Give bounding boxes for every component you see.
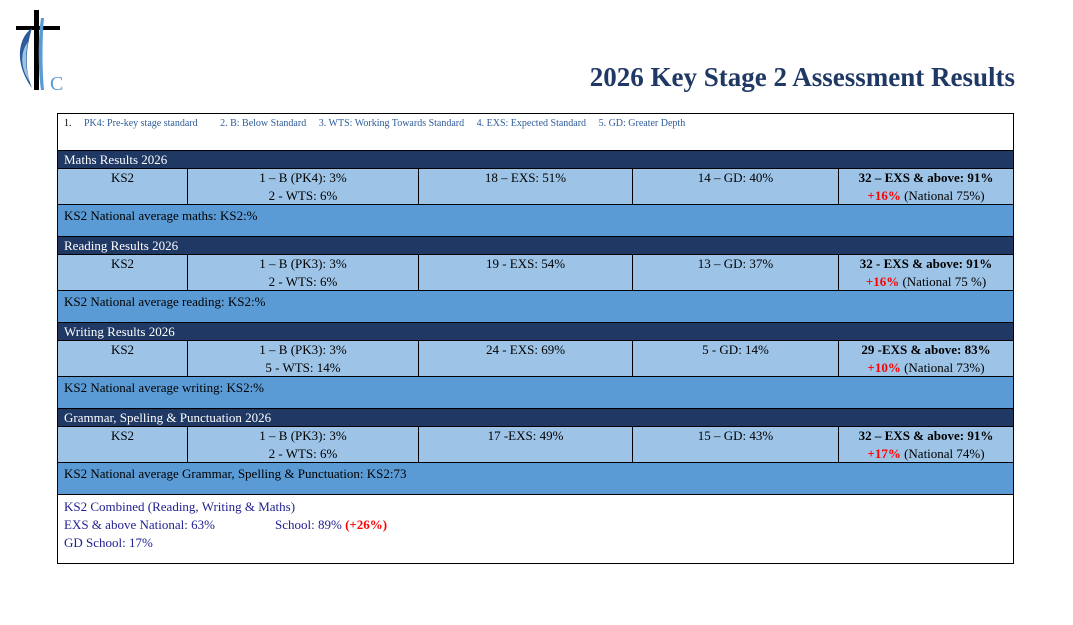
- combined-title: KS2 Combined (Reading, Writing & Maths): [64, 499, 296, 514]
- legend-item-3: 3. WTS: Working Towards Standard: [318, 118, 465, 129]
- national-average-reading: KS2 National average reading: KS2:%: [58, 291, 1013, 323]
- exs-cell: 19 - EXS: 54%: [419, 255, 633, 290]
- section-header-gps: Grammar, Spelling & Punctuation 2026: [58, 409, 1013, 426]
- total-cell: 29 -EXS & above: 83% +10% (National 73%): [861, 342, 991, 375]
- exs-cell: 17 -EXS: 49%: [419, 427, 633, 462]
- below-wts-cell: 1 – B (PK3): 3% 2 - WTS: 6%: [188, 255, 419, 290]
- ks-cell: KS2: [58, 255, 188, 290]
- gd-cell: 13 – GD: 37%: [633, 255, 839, 290]
- results-row-writing: [58, 340, 1013, 377]
- national-average-maths: KS2 National average maths: KS2:%: [58, 205, 1013, 237]
- national-average-writing: KS2 National average writing: KS2:%: [58, 377, 1013, 409]
- national-average-gps: KS2 National average Grammar, Spelling & Punctuation: KS2:73: [58, 463, 1013, 495]
- legend-item-1: 1. PK4: Pre-key stage standard: [64, 118, 198, 129]
- exs-cell: 18 – EXS: 51%: [419, 169, 633, 204]
- below-wts-cell: 1 – B (PK4): 3% 2 - WTS: 6%: [188, 169, 419, 204]
- ks-cell: KS2: [58, 341, 188, 376]
- results-row-maths: [58, 168, 1013, 205]
- combined-school: School: 89% (+26%): [275, 517, 388, 532]
- logo-letter-c: C: [50, 73, 64, 94]
- total-cell: 32 – EXS & above: 91% +17% (National 74%): [858, 428, 994, 461]
- legend-item-5: 5. GD: Greater Depth: [598, 118, 686, 129]
- total-cell: 32 - EXS & above: 91% +16% (National 75 %): [859, 256, 993, 289]
- results-row-reading: [58, 254, 1013, 291]
- results-table: [57, 113, 1014, 564]
- combined-exs-national: EXS & above National: 63%: [64, 517, 215, 532]
- legend-item-4: 4. EXS: Expected Standard: [476, 118, 587, 129]
- section-header-writing: Writing Results 2026: [58, 323, 1013, 340]
- ks-cell: KS2: [58, 427, 188, 462]
- results-row-gps: [58, 426, 1013, 463]
- gd-cell: 5 - GD: 14%: [633, 341, 839, 376]
- section-header-reading: Reading Results 2026: [58, 237, 1013, 254]
- below-wts-cell: 1 – B (PK3): 3% 2 - WTS: 6%: [188, 427, 419, 462]
- combined-results: [58, 495, 1013, 555]
- legend-item-2: 2. B: Below Standard: [220, 118, 307, 129]
- gd-cell: 14 – GD: 40%: [633, 169, 839, 204]
- page-title: 2026 Key Stage 2 Assessment Results: [589, 62, 1015, 92]
- ks-cell: KS2: [58, 169, 188, 204]
- exs-cell: 24 - EXS: 69%: [419, 341, 633, 376]
- total-cell: 32 – EXS & above: 91% +16% (National 75%): [858, 170, 994, 203]
- gd-cell: 15 – GD: 43%: [633, 427, 839, 462]
- combined-gd-school: GD School: 17%: [64, 535, 153, 550]
- below-wts-cell: 1 – B (PK3): 3% 5 - WTS: 14%: [188, 341, 419, 376]
- school-logo: [8, 8, 72, 94]
- section-header-maths: Maths Results 2026: [58, 151, 1013, 168]
- legend: [58, 114, 1013, 151]
